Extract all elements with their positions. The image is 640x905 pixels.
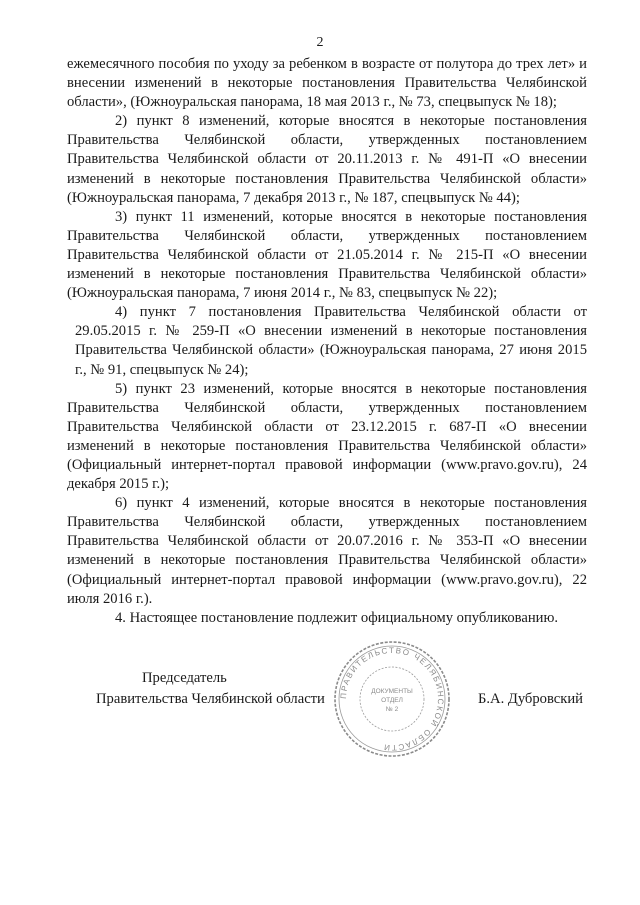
stamp-center-line1: ДОКУМЕНТЫ (371, 688, 413, 695)
page-number: 2 (316, 35, 324, 50)
stamp-center-line2: ОТДЕЛ (381, 697, 403, 704)
list-item-4: 4) пункт 7 постановления Правительства Челябинской области от 29.05.2015 г. № 259-П «О внесении изменений в некоторые постановления Правительства Челябинской области» (Южноуральская панорама, 27 июня 2015 г., № 91, спецвыпуск № 24); (75, 304, 587, 378)
publication-clause: 4. Настоящее постановление подлежит официальному опубликованию. (115, 609, 559, 626)
document-body (67, 55, 587, 628)
signatory-name: Б.А. Дубровский (478, 691, 583, 707)
paragraph-continuation: ежемесячного пособия по уходу за ребенком в возрасте от полутора до трех лет» и внесении изменений в некоторые постановления Правительства Челябинской области», (Южноуральская панорама, 18 мая 2013 г., № 73, спецвыпуск № 18); (67, 56, 587, 111)
list-item-3: 3) пункт 11 изменений, которые вносятся в некоторые постановления Правительства Челябинской области, утвержденных постановлением Правительства Челябинской области от 21.05.2014 г. № 215-П «О внесении изменений в некоторые постановления Правительства Челябинской области» (Южноуральская панорама, 7 июня 2014 г., № 83, спецвыпуск № 22); (67, 208, 587, 302)
list-item-2: 2) пункт 8 изменений, которые вносятся в некоторые постановления Правительства Челябинской области, утвержденных постановлением Правительства Челябинской области от 20.11.2013 г. № 491-П «О внесении изменений в некоторые постановления Правительства Челябинской области» (Южноуральская панорама, 7 декабря 2013 г., № 187, спецвыпуск № 44); (67, 113, 587, 206)
official-stamp-seal (318, 638, 466, 760)
official-stamp (318, 638, 466, 760)
list-item-6: 6) пункт 4 изменений, которые вносятся в некоторые постановления Правительства Челябинской области, утвержденных постановлением Правительства Челябинской области от 20.07.2016 г. № 353-П «О внесении изменений в некоторые постановления Правительства Челябинской области» (Официальный интернет-портал правовой информации (www.pravo.gov.ru), 22 июля 2016 г.). (67, 495, 587, 607)
signatory-title-line2: Правительства Челябинской области (96, 691, 325, 707)
list-item-5: 5) пункт 23 изменений, которые вносятся в некоторые постановления Правительства Челябинской области, утвержденных постановлением Правительства Челябинской области от 23.12.2015 г. 687-П «О внесении изменений в некоторые постановления Правительства Челябинской области» (Официальный интернет-портал правовой информации (www.pravo.gov.ru), 24 декабря 2015 г.); (67, 380, 587, 493)
signatory-title (96, 668, 336, 710)
signatory-title-line1: Председатель (142, 670, 227, 686)
stamp-ring-text: ПРАВИТЕЛЬСТВО ЧЕЛЯБИНСКОЙ ОБЛАСТИ (338, 645, 446, 753)
stamp-center-line3: № 2 (385, 706, 399, 713)
